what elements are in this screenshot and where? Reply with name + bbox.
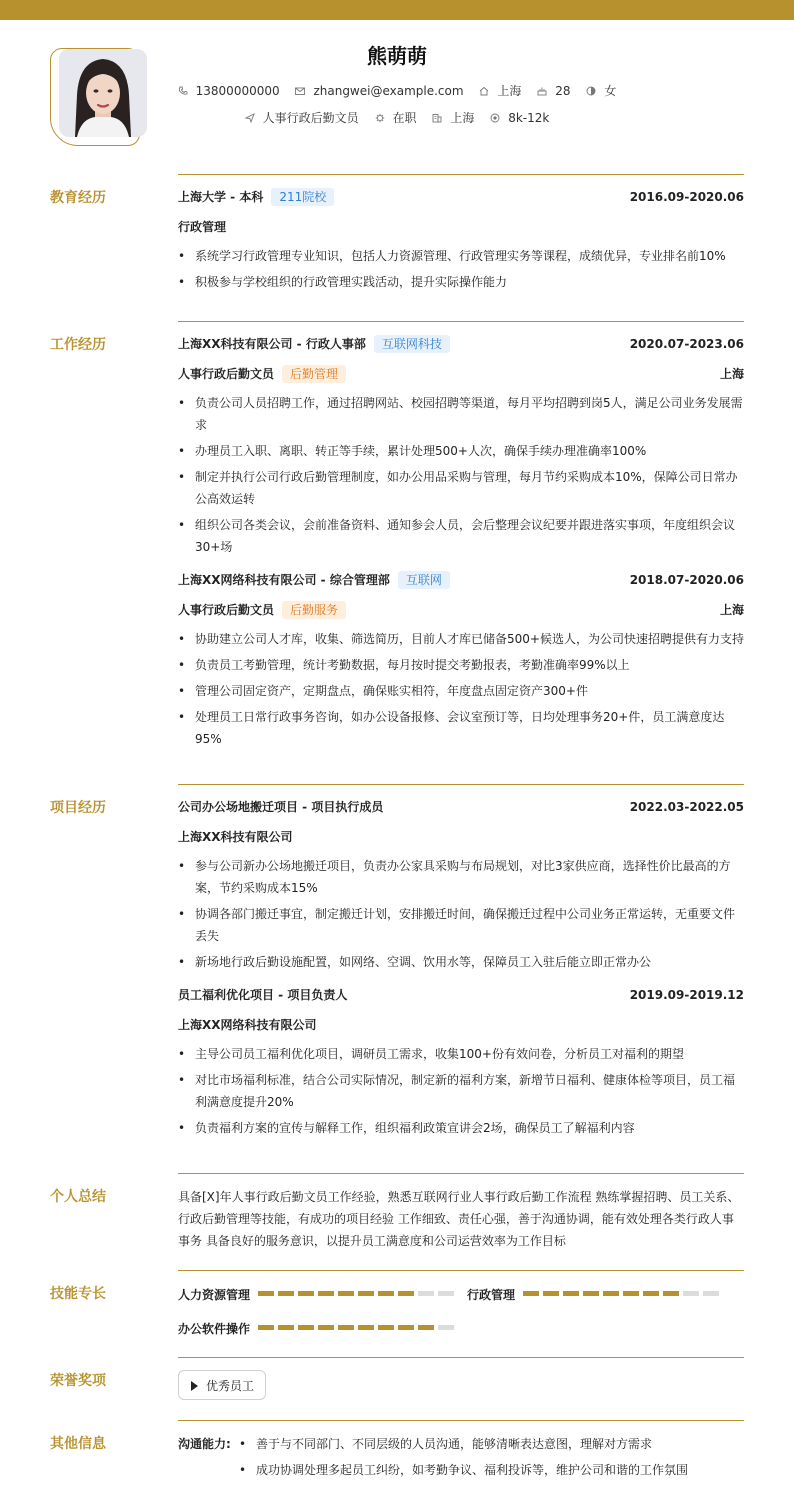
award-label: 优秀员工 (206, 1379, 255, 1393)
job-role-row (178, 364, 744, 384)
list-item: • 组织公司各类会议，会前准备资料、通知参会人员，会后整理会议纪要并跟进落实事项，年度组织会议30+场 (178, 514, 744, 558)
mail-icon (295, 86, 305, 96)
project-date: 2022.03-2022.05 (629, 800, 744, 814)
email-text: zhangwei@example.com (313, 84, 464, 98)
phone-item (178, 84, 280, 98)
list-item: • 负责员工考勤管理，统计考勤数据，每月按时提交考勤报表，考勤准确率99%以上 (178, 654, 744, 676)
send-icon (245, 113, 255, 123)
job-header (178, 334, 744, 354)
age-text: 28 (555, 84, 571, 98)
summary-title: 个人总结 (50, 1189, 106, 1205)
list-item: • 制定并执行公司行政后勤管理制度，如办公用品采购与管理，每月节约采购成本10%，保障公司日常办公高效运转 (178, 466, 744, 510)
skills-title: 技能专长 (50, 1286, 106, 1302)
projects-divider (178, 784, 744, 785)
gear-icon (375, 113, 385, 123)
salary-item (490, 111, 549, 125)
coin-icon (490, 113, 500, 123)
city-item (479, 82, 521, 99)
skill-level-segment (623, 1291, 639, 1296)
gender-text: 女 (604, 84, 617, 98)
position-item (245, 109, 359, 126)
list-item: • 积极参与学校组织的行政管理实践活动，提升实际操作能力 (178, 271, 744, 293)
project-header (178, 985, 744, 1005)
skill-level-segment (358, 1325, 374, 1330)
skill-level-segment (338, 1291, 354, 1296)
role-tag: 后勤服务 (282, 601, 346, 619)
school-name: 上海大学 - 本科 (178, 190, 264, 204)
project-org: 上海XX科技有限公司 (178, 830, 293, 844)
work-divider (178, 321, 744, 322)
skill-level-segment (543, 1291, 559, 1296)
skill-level-segment (603, 1291, 619, 1296)
resume-header (0, 20, 794, 170)
salary-text: 8k-12k (508, 111, 550, 125)
school-tag: 211院校 (271, 188, 334, 206)
skill-level-bar (258, 1291, 458, 1296)
list-item: • 系统学习行政管理专业知识，包括人力资源管理、行政管理实务等课程，成绩优异，专业排名前10% (178, 245, 744, 267)
skill-level-segment (583, 1291, 599, 1296)
work-city-text: 上海 (450, 111, 475, 125)
city-text: 上海 (497, 84, 522, 98)
skill-name: 办公软件操作 (178, 1322, 251, 1336)
skill-level-segment (563, 1291, 579, 1296)
list-item: • 处理员工日常行政事务咨询，如办公设备报修、会议室预订等，日均处理事务20+件，员工满意度达95% (178, 706, 744, 750)
skill-level-segment (683, 1291, 699, 1296)
education-title: 教育经历 (50, 190, 106, 206)
list-item: • 办理员工入职、离职、转正等手续，累计处理500+人次，确保手续办理准确率100% (178, 440, 744, 462)
age-item (537, 84, 570, 98)
job-role: 人事行政后勤文员 (178, 603, 275, 617)
list-item: • 协调各部门搬迁事宜，制定搬迁计划，安排搬迁时间，确保搬迁过程中公司业务正常运转，无重要文件丢失 (178, 903, 744, 947)
job-header (178, 570, 744, 590)
project-org: 上海XX网络科技有限公司 (178, 1018, 317, 1032)
list-item: • 协助建立公司人才库，收集、筛选简历，目前人才库已储备500+候选人，为公司快速招聘提供有力支持 (178, 628, 744, 650)
education-divider (178, 174, 744, 175)
skill-level-segment (418, 1291, 434, 1296)
summary-text: 具备[X]年人事行政后勤文员工作经验，熟悉互联网行业人事行政后勤工作流程 熟练掌握招聘、员工关系、行政后勤管理等技能，有成功的项目经验 工作细致、责任心强，善于沟通协调，能有效处理各类行政人事事务 具备良好的服务意识，以提升员工满意度和公司运营效率为工作目标 (178, 1190, 740, 1248)
list-item: • 善于与不同部门、不同层级的人员沟通，能够清晰表达意图，理解对方需求 (239, 1433, 744, 1455)
project-date: 2019.09-2019.12 (629, 988, 744, 1002)
skill-level-segment (663, 1291, 679, 1296)
major: 行政管理 (178, 220, 227, 234)
skill-level-segment (378, 1291, 394, 1296)
skill-level-segment (278, 1325, 294, 1330)
projects-title: 项目经历 (50, 800, 106, 816)
play-icon (191, 1381, 198, 1391)
skill-level-segment (378, 1325, 394, 1330)
candidate-name: 熊萌萌 (367, 44, 427, 68)
phone-text: 13800000000 (195, 84, 280, 98)
skill-level-segment (523, 1291, 539, 1296)
skill-level-segment (298, 1325, 314, 1330)
company-name: 上海XX网络科技有限公司 - 综合管理部 (178, 573, 390, 587)
education-header (178, 187, 744, 207)
company-name: 上海XX科技有限公司 - 行政人事部 (178, 337, 366, 351)
awards-divider (178, 1357, 744, 1358)
summary-divider (178, 1173, 744, 1174)
project-header (178, 797, 744, 817)
job-role: 人事行政后勤文员 (178, 367, 275, 381)
skill-level-segment (398, 1325, 414, 1330)
skill-level-bar (523, 1291, 723, 1296)
list-item: • 负责福利方案的宣传与解释工作，组织福利政策宣讲会2场，确保员工了解福利内容 (178, 1117, 744, 1139)
gender-icon (586, 86, 596, 96)
skill-level-segment (438, 1325, 454, 1330)
building-icon (432, 113, 442, 123)
skill-level-segment (318, 1291, 334, 1296)
award-badge[interactable] (178, 1370, 266, 1400)
skill-level-segment (358, 1291, 374, 1296)
status-text: 在职 (392, 111, 417, 125)
skill-level-segment (643, 1291, 659, 1296)
job-city: 上海 (719, 603, 744, 617)
skill-level-segment (298, 1291, 314, 1296)
skill-level-segment (318, 1325, 334, 1330)
skill-name: 人力资源管理 (178, 1288, 251, 1302)
skill-name: 行政管理 (467, 1288, 516, 1302)
list-item: • 参与公司新办公场地搬迁项目，负责办公家具采购与布局规划，对比3家供应商，选择性价比最高的方案，节约采购成本15% (178, 855, 744, 899)
cake-icon (537, 86, 547, 96)
job-role-row (178, 600, 744, 620)
job-city: 上海 (719, 367, 744, 381)
top-accent-bar (0, 0, 794, 20)
contact-row (0, 82, 794, 99)
education-content (178, 187, 744, 297)
skill-level-segment (418, 1325, 434, 1330)
awards-title: 荣誉奖项 (50, 1373, 106, 1389)
skill-level-segment (258, 1325, 274, 1330)
gender-item (586, 82, 616, 99)
projects-content (178, 797, 744, 1143)
other-label: 沟通能力: (178, 1437, 231, 1451)
status-item (375, 109, 417, 126)
work-content (178, 334, 744, 754)
job-date: 2020.07-2023.06 (629, 337, 744, 351)
skill-level-segment (438, 1291, 454, 1296)
other-divider (178, 1420, 744, 1421)
home-icon (479, 86, 489, 96)
job-intent-row (0, 109, 794, 126)
skill-level-segment (398, 1291, 414, 1296)
skill-level-segment (258, 1291, 274, 1296)
list-item: • 管理公司固定资产，定期盘点，确保账实相符，年度盘点固定资产300+件 (178, 680, 744, 702)
list-item: • 主导公司员工福利优化项目，调研员工需求，收集100+份有效问卷，分析员工对福利的期望 (178, 1043, 744, 1065)
skill-level-segment (338, 1325, 354, 1330)
list-item: • 成功协调处理多起员工纠纷，如考勤争议、福利投诉等，维护公司和谐的工作氛围 (239, 1459, 744, 1481)
education-date: 2016.09-2020.06 (629, 190, 744, 204)
work-city-item (432, 109, 474, 126)
industry-tag: 互联网 (398, 571, 450, 589)
role-tag: 后勤管理 (282, 365, 346, 383)
list-item: • 新场地行政后勤设施配置，如网络、空调、饮用水等，保障员工入驻后能立即正常办公 (178, 951, 744, 973)
work-title: 工作经历 (50, 337, 106, 353)
project-name: 员工福利优化项目 - 项目负责人 (178, 988, 348, 1002)
list-item: • 对比市场福利标准，结合公司实际情况，制定新的福利方案，新增节日福利、健康体检等项目，员工福利满意度提升20% (178, 1069, 744, 1113)
skills-divider (178, 1270, 744, 1271)
job-date: 2018.07-2020.06 (629, 573, 744, 587)
list-item: • 负责公司人员招聘工作，通过招聘网站、校园招聘等渠道，每月平均招聘到岗5人，满足公司业务发展需求 (178, 392, 744, 436)
phone-icon (178, 86, 188, 96)
skill-level-segment (278, 1291, 294, 1296)
skill-level-bar (258, 1325, 458, 1330)
industry-tag: 互联网科技 (374, 335, 450, 353)
other-title: 其他信息 (50, 1436, 106, 1452)
position-text: 人事行政后勤文员 (262, 111, 359, 125)
skill-level-segment (703, 1291, 719, 1296)
project-name: 公司办公场地搬迁项目 - 项目执行成员 (178, 800, 384, 814)
email-item (295, 84, 463, 98)
